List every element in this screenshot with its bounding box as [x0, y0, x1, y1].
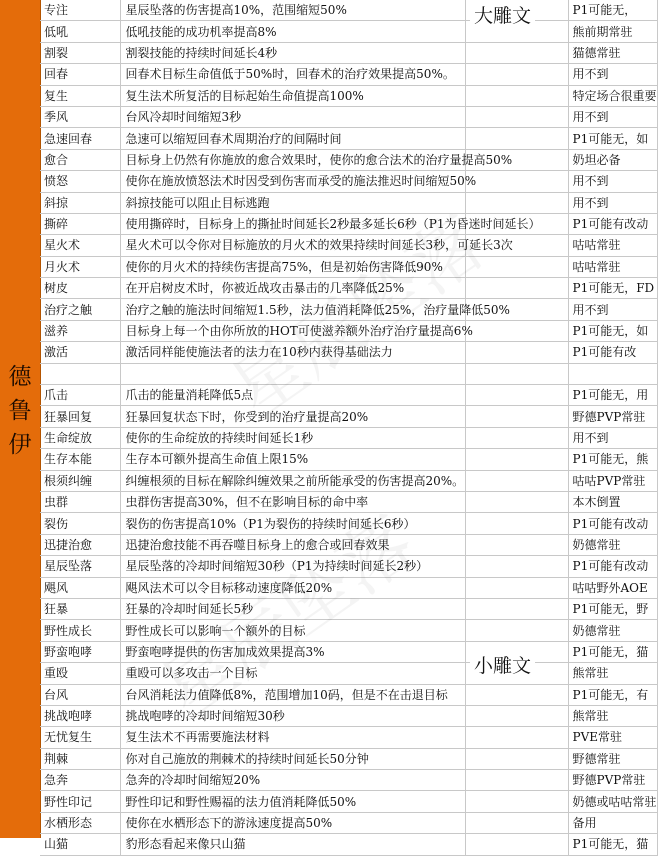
table-row: [40, 598, 657, 619]
glyph-name-cell: 野蛮咆哮: [40, 641, 120, 662]
glyph-desc-cell: 星辰坠落的伤害提高10%，范围缩短50%: [120, 0, 465, 21]
blank-cell: [465, 556, 568, 577]
glyph-desc-cell: 急奔的冷却时间缩短20%: [120, 770, 465, 791]
table-row: [40, 192, 657, 213]
glyph-table: [40, 0, 658, 856]
usage-note-cell: P1可能有改动: [568, 213, 657, 234]
table-row: [40, 128, 657, 149]
class-label-char: 伊: [8, 432, 32, 458]
blank-cell: [465, 470, 568, 491]
glyph-name-cell: 狂暴: [40, 598, 120, 619]
usage-note-cell: 用不到: [568, 64, 657, 85]
glyph-desc-cell: 目标身上仍然有你施放的愈合效果时，使你的愈合法术的治疗量提高50%: [120, 149, 465, 170]
glyph-name-cell: 回春: [40, 64, 120, 85]
blank-cell: [465, 278, 568, 299]
glyph-desc-cell: 飓风法术可以令目标移动速度降低20%: [120, 577, 465, 598]
table-row: [40, 64, 657, 85]
blank-cell: [465, 727, 568, 748]
blank-cell: [465, 320, 568, 341]
table-row: [40, 449, 657, 470]
usage-note-cell: 奶德或咕咕常驻: [568, 791, 657, 812]
glyph-name-cell: 愤怒: [40, 171, 120, 192]
glyph-desc-cell: 野性印记和野性赐福的法力值消耗降低50%: [120, 791, 465, 812]
usage-note-cell: 野德PVP常驻: [568, 770, 657, 791]
table-row: [40, 577, 657, 598]
glyph-name-cell: 狂暴回复: [40, 406, 120, 427]
minor-glyph-heading: 小雕文: [470, 654, 535, 678]
glyph-desc-cell: 星火术可以令你对目标施放的月火术的效果持续时间延长3秒，可延长3次: [120, 235, 465, 256]
glyph-desc-cell: 低吼技能的成功机率提高8%: [120, 21, 465, 42]
blank-cell: [465, 342, 568, 363]
usage-note-cell: 用不到: [568, 171, 657, 192]
usage-note-cell: 咕咕野外AOE: [568, 577, 657, 598]
glyph-desc-cell: 回春术目标生命值低于50%时，回春术的治疗效果提高50%。: [120, 64, 465, 85]
class-sidebar: [0, 0, 41, 838]
table-row: [40, 235, 657, 256]
glyph-name-cell: 季风: [40, 106, 120, 127]
usage-note-cell: P1可能有改动: [568, 513, 657, 534]
blank-cell: [465, 812, 568, 833]
usage-note-cell: PVE常驻: [568, 727, 657, 748]
glyph-desc-cell: 生存本可额外提高生命值上限15%: [120, 449, 465, 470]
glyph-name-cell: 治疗之触: [40, 299, 120, 320]
blank-cell: [465, 770, 568, 791]
table-row: [40, 21, 657, 42]
glyph-desc-cell: 割裂技能的持续时间延长4秒: [120, 42, 465, 63]
glyph-name-cell: 滋养: [40, 320, 120, 341]
table-row: [40, 0, 657, 21]
glyph-desc-cell: 目标身上每一个由你所放的HOT可使滋养额外治疗治疗量提高6%: [120, 320, 465, 341]
usage-note-cell: 熊常驻: [568, 663, 657, 684]
usage-note-cell: P1可能无，FD: [568, 278, 657, 299]
glyph-name-cell: 裂伤: [40, 513, 120, 534]
table-row: [40, 534, 657, 555]
glyph-desc-cell: 爪击的能量消耗降低5点: [120, 385, 465, 406]
blank-cell: [465, 834, 568, 855]
blank-cell: [465, 42, 568, 63]
glyph-desc-cell: [120, 363, 465, 384]
table-row: [40, 513, 657, 534]
glyph-desc-cell: 重殴可以多攻击一个目标: [120, 663, 465, 684]
table-row: [40, 663, 657, 684]
blank-cell: [465, 85, 568, 106]
glyph-name-cell: 生存本能: [40, 449, 120, 470]
table-row: [40, 727, 657, 748]
table-row: [40, 705, 657, 726]
major-glyph-heading: 大雕文: [470, 4, 535, 28]
usage-note-cell: 用不到: [568, 299, 657, 320]
glyph-desc-cell: 激活同样能使施法者的法力在10秒内获得基础法力: [120, 342, 465, 363]
table-row: [40, 278, 657, 299]
table-row: [40, 320, 657, 341]
usage-note-cell: 熊常驻: [568, 705, 657, 726]
glyph-name-cell: 荆棘: [40, 748, 120, 769]
usage-note-cell: 野德常驻: [568, 748, 657, 769]
glyph-desc-cell: 在开启树皮术时，你被近战攻击暴击的几率降低25%: [120, 278, 465, 299]
blank-cell: [465, 705, 568, 726]
blank-cell: [465, 128, 568, 149]
usage-note-cell: P1可能无，野: [568, 598, 657, 619]
blank-cell: [465, 513, 568, 534]
blank-cell: [465, 577, 568, 598]
table-row: [40, 470, 657, 491]
class-label-char: 鲁: [8, 398, 32, 424]
usage-note-cell: P1可能无，如: [568, 128, 657, 149]
glyph-desc-cell: 挑战咆哮的冷却时间缩短30秒: [120, 705, 465, 726]
class-label: [0, 360, 40, 462]
glyph-desc-cell: 狂暴的冷却时间延长5秒: [120, 598, 465, 619]
glyph-desc-cell: 狂暴回复状态下时，你受到的治疗量提高20%: [120, 406, 465, 427]
glyph-desc-cell: 虫群伤害提高30%，但不在影响目标的命中率: [120, 491, 465, 512]
glyph-name-cell: 水栖形态: [40, 812, 120, 833]
usage-note-cell: 熊前期常驻: [568, 21, 657, 42]
usage-note-cell: 用不到: [568, 192, 657, 213]
glyph-desc-cell: 星辰坠落的冷却时间缩短30秒（P1为持续时间延长2秒）: [120, 556, 465, 577]
glyph-desc-cell: 治疗之触的施法时间缩短1.5秒，法力值消耗降低25%，治疗量降低50%: [120, 299, 465, 320]
glyph-table-body: [40, 0, 657, 855]
table-row: [40, 556, 657, 577]
usage-note-cell: 咕咕PVP常驻: [568, 470, 657, 491]
usage-note-cell: P1可能无，如: [568, 320, 657, 341]
blank-cell: [465, 684, 568, 705]
usage-note-cell: 猫德常驻: [568, 42, 657, 63]
usage-note-cell: 奶德常驻: [568, 620, 657, 641]
table-row: [40, 641, 657, 662]
table-row: [40, 363, 657, 384]
glyph-desc-cell: 裂伤的伤害提高10%（P1为裂伤的持续时间延长6秒）: [120, 513, 465, 534]
glyph-name-cell: 激活: [40, 342, 120, 363]
glyph-name-cell: 复生: [40, 85, 120, 106]
glyph-desc-cell: 斜掠技能可以阻止目标逃跑: [120, 192, 465, 213]
glyph-desc-cell: 使你在水栖形态下的游泳速度提高50%: [120, 812, 465, 833]
blank-cell: [465, 598, 568, 619]
usage-note-cell: 备用: [568, 812, 657, 833]
usage-note-cell: P1可能无，猫: [568, 641, 657, 662]
glyph-name-cell: 低吼: [40, 21, 120, 42]
glyph-name-cell: 野性印记: [40, 791, 120, 812]
glyph-desc-cell: 使你的月火术的持续伤害提高75%，但是初始伤害降低90%: [120, 256, 465, 277]
glyph-desc-cell: 复生法术所复活的目标起始生命值提高100%: [120, 85, 465, 106]
table-row: [40, 385, 657, 406]
glyph-name-cell: 山猫: [40, 834, 120, 855]
table-row: [40, 106, 657, 127]
class-label-char: 德: [8, 364, 32, 390]
usage-note-cell: 特定场合很重要: [568, 85, 657, 106]
blank-cell: [465, 256, 568, 277]
glyph-name-cell: 根须纠缠: [40, 470, 120, 491]
blank-cell: [465, 748, 568, 769]
blank-cell: [465, 534, 568, 555]
blank-cell: [465, 427, 568, 448]
table-row: [40, 171, 657, 192]
table-row: [40, 620, 657, 641]
glyph-desc-cell: 纠缠根须的目标在解除纠缠效果之前所能承受的伤害提高20%。: [120, 470, 465, 491]
usage-note-cell: 咕咕常驻: [568, 256, 657, 277]
blank-cell: [465, 192, 568, 213]
blank-cell: [465, 363, 568, 384]
glyph-name-cell: [40, 363, 120, 384]
glyph-name-cell: 星辰坠落: [40, 556, 120, 577]
table-row: [40, 256, 657, 277]
glyph-name-cell: 野性成长: [40, 620, 120, 641]
glyph-name-cell: 树皮: [40, 278, 120, 299]
glyph-desc-cell: 野蛮咆哮提供的伤害加成效果提高3%: [120, 641, 465, 662]
usage-note-cell: P1可能无，: [568, 0, 657, 21]
usage-note-cell: 奶德常驻: [568, 534, 657, 555]
table-row: [40, 406, 657, 427]
table-row: [40, 299, 657, 320]
glyph-desc-cell: 野性成长可以影响一个额外的目标: [120, 620, 465, 641]
usage-note-cell: [568, 363, 657, 384]
glyph-name-cell: 急速回春: [40, 128, 120, 149]
blank-cell: [465, 620, 568, 641]
usage-note-cell: P1可能无，有: [568, 684, 657, 705]
glyph-name-cell: 星火术: [40, 235, 120, 256]
glyph-name-cell: 爪击: [40, 385, 120, 406]
glyph-name-cell: 无忧复生: [40, 727, 120, 748]
glyph-name-cell: 斜掠: [40, 192, 120, 213]
glyph-desc-cell: 使你在施放愤怒法术时因受到伤害而承受的施法推迟时间缩短50%: [120, 171, 465, 192]
glyph-desc-cell: 豹形态看起来像只山猫: [120, 834, 465, 855]
glyph-desc-cell: 使用撕碎时，目标身上的撕扯时间延长2秒最多延长6秒（P1为昏迷时间延长）: [120, 213, 465, 234]
glyph-desc-cell: 急速可以缩短回春术周期治疗的间隔时间: [120, 128, 465, 149]
glyph-name-cell: 虫群: [40, 491, 120, 512]
glyph-desc-cell: 使你的生命绽放的持续时间延长1秒: [120, 427, 465, 448]
glyph-name-cell: 飓风: [40, 577, 120, 598]
glyph-name-cell: 迅捷治愈: [40, 534, 120, 555]
usage-note-cell: 奶坦必备: [568, 149, 657, 170]
usage-note-cell: P1可能无，猫: [568, 834, 657, 855]
glyph-name-cell: 撕碎: [40, 213, 120, 234]
table-row: [40, 791, 657, 812]
glyph-name-cell: 割裂: [40, 42, 120, 63]
blank-cell: [465, 491, 568, 512]
usage-note-cell: P1可能无，用: [568, 385, 657, 406]
glyph-name-cell: 专注: [40, 0, 120, 21]
table-row: [40, 770, 657, 791]
blank-cell: [465, 449, 568, 470]
table-row: [40, 491, 657, 512]
table-row: [40, 42, 657, 63]
blank-cell: [465, 385, 568, 406]
usage-note-cell: 本木倒置: [568, 491, 657, 512]
usage-note-cell: 用不到: [568, 427, 657, 448]
usage-note-cell: P1可能有改: [568, 342, 657, 363]
table-row: [40, 684, 657, 705]
blank-cell: [465, 791, 568, 812]
glyph-desc-cell: 复生法术不再需要施法材料: [120, 727, 465, 748]
table-row: [40, 812, 657, 833]
glyph-desc-cell: 台风消耗法力值降低8%，范围增加10码，但是不在击退目标: [120, 684, 465, 705]
table-row: [40, 342, 657, 363]
glyph-name-cell: 月火术: [40, 256, 120, 277]
glyph-name-cell: 愈合: [40, 149, 120, 170]
usage-note-cell: P1可能有改动: [568, 556, 657, 577]
usage-note-cell: 野德PVP常驻: [568, 406, 657, 427]
glyph-desc-cell: 你对自己施放的荆棘术的持续时间延长50分钟: [120, 748, 465, 769]
usage-note-cell: P1可能无，熊: [568, 449, 657, 470]
glyph-name-cell: 急奔: [40, 770, 120, 791]
blank-cell: [465, 171, 568, 192]
table-row: [40, 834, 657, 855]
glyph-desc-cell: 台风冷却时间缩短3秒: [120, 106, 465, 127]
glyph-desc-cell: 迅捷治愈技能不再吞噬目标身上的愈合或回春效果: [120, 534, 465, 555]
table-row: [40, 748, 657, 769]
usage-note-cell: 咕咕常驻: [568, 235, 657, 256]
blank-cell: [465, 106, 568, 127]
table-row: [40, 427, 657, 448]
glyph-name-cell: 挑战咆哮: [40, 705, 120, 726]
blank-cell: [465, 406, 568, 427]
usage-note-cell: 用不到: [568, 106, 657, 127]
blank-cell: [465, 64, 568, 85]
table-row: [40, 85, 657, 106]
glyph-name-cell: 重殴: [40, 663, 120, 684]
glyph-name-cell: 台风: [40, 684, 120, 705]
table-row: [40, 213, 657, 234]
table-row: [40, 149, 657, 170]
glyph-name-cell: 生命绽放: [40, 427, 120, 448]
